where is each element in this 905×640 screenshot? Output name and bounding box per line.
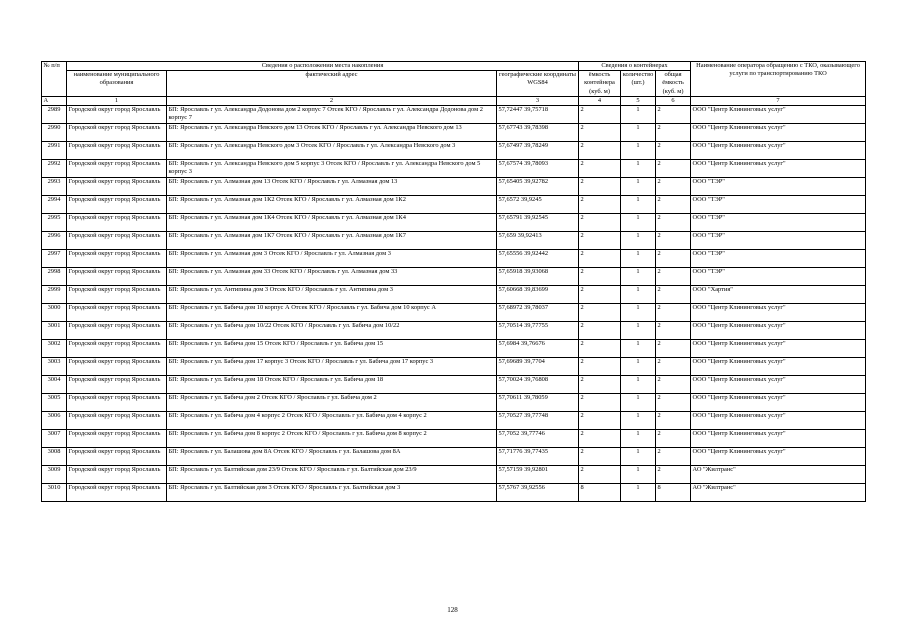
cell-operator: ООО "Центр Клининговых услуг" — [691, 142, 866, 160]
cell-number: 3009 — [42, 466, 67, 484]
index-cell: 1 — [67, 96, 167, 105]
cell-capacity: 2 — [579, 250, 621, 268]
cell-coords: 57,71776 39,77435 — [497, 448, 579, 466]
cell-municipality: Городской округ город Ярославль — [67, 376, 167, 394]
cell-total: 2 — [656, 142, 691, 160]
table-row — [42, 322, 866, 340]
table-row — [42, 160, 866, 178]
cell-capacity: 2 — [579, 430, 621, 448]
cell-number: 3003 — [42, 358, 67, 376]
cell-number: 3002 — [42, 340, 67, 358]
header-address: фактический адрес — [167, 71, 497, 97]
index-cell: 7 — [691, 96, 866, 105]
cell-count: 1 — [621, 160, 656, 178]
cell-count: 1 — [621, 178, 656, 196]
cell-total: 2 — [656, 376, 691, 394]
cell-address: БП: Ярославль г ул. Александра Невского дом 3 Отсек КГО / Ярославль г ул. Александра Невского дом 3 — [167, 142, 497, 160]
cell-total: 2 — [656, 340, 691, 358]
cell-number: 3000 — [42, 304, 67, 322]
cell-municipality: Городской округ город Ярославль — [67, 484, 167, 502]
cell-count: 1 — [621, 394, 656, 412]
cell-address: БП: Ярославль г ул. Александра Невского дом 13 Отсек КГО / Ярославль г ул. Александра Невского дом 13 — [167, 124, 497, 142]
table-row — [42, 178, 866, 196]
cell-total: 2 — [656, 106, 691, 124]
cell-capacity: 2 — [579, 376, 621, 394]
cell-count: 1 — [621, 286, 656, 304]
cell-capacity: 2 — [579, 466, 621, 484]
cell-count: 1 — [621, 106, 656, 124]
cell-number: 3007 — [42, 430, 67, 448]
header-operator: Наименование оператора обращению с ТКО, оказывающего услуги по транспортированию ТКО — [691, 62, 866, 97]
cell-operator: АО "Жилтранс" — [691, 484, 866, 502]
index-cell: 5 — [621, 96, 656, 105]
cell-capacity: 2 — [579, 394, 621, 412]
index-cell: 6 — [656, 96, 691, 105]
cell-capacity: 2 — [579, 448, 621, 466]
cell-operator: ООО "ТЭР" — [691, 268, 866, 286]
index-cell: 3 — [497, 96, 579, 105]
cell-total: 2 — [656, 394, 691, 412]
cell-number: 3006 — [42, 412, 67, 430]
cell-total: 2 — [656, 430, 691, 448]
cell-count: 1 — [621, 268, 656, 286]
table-row — [42, 250, 866, 268]
cell-count: 1 — [621, 214, 656, 232]
cell-municipality: Городской округ город Ярославль — [67, 268, 167, 286]
cell-operator: ООО "Центр Клининговых услуг" — [691, 160, 866, 178]
cell-address: БП: Ярославль г ул. Бабича дом 4 корпус 2 Отсек КГО / Ярославль г ул. Бабича дом 4 корпус 2 — [167, 412, 497, 430]
cell-coords: 57,72447 39,75718 — [497, 106, 579, 124]
cell-coords: 57,7052 39,77746 — [497, 430, 579, 448]
cell-coords: 57,6984 39,76676 — [497, 340, 579, 358]
cell-address: БП: Ярославль г ул. Бабича дом 17 корпус 3 Отсек КГО / Ярославль г ул. Бабича дом 17 корпус 3 — [167, 358, 497, 376]
cell-coords: 57,70611 39,78059 — [497, 394, 579, 412]
cell-capacity: 2 — [579, 124, 621, 142]
cell-operator: ООО "Центр Клининговых услуг" — [691, 358, 866, 376]
cell-number: 2993 — [42, 178, 67, 196]
cell-capacity: 2 — [579, 340, 621, 358]
cell-municipality: Городской округ город Ярославль — [67, 430, 167, 448]
index-cell: А — [42, 96, 67, 105]
cell-address: БП: Ярославль г ул. Балашова дом 8А Отсек КГО / Ярославль г ул. Балашова дом 8А — [167, 448, 497, 466]
cell-count: 1 — [621, 124, 656, 142]
cell-municipality: Городской округ город Ярославль — [67, 142, 167, 160]
cell-count: 1 — [621, 430, 656, 448]
table-header — [42, 62, 866, 106]
cell-capacity: 2 — [579, 322, 621, 340]
cell-operator: ООО "Центр Клининговых услуг" — [691, 304, 866, 322]
cell-count: 1 — [621, 466, 656, 484]
cell-total: 2 — [656, 214, 691, 232]
cell-total: 2 — [656, 358, 691, 376]
cell-total: 2 — [656, 322, 691, 340]
cell-count: 1 — [621, 304, 656, 322]
cell-operator: ООО "Центр Клининговых услуг" — [691, 430, 866, 448]
table-row — [42, 376, 866, 394]
cell-number: 2996 — [42, 232, 67, 250]
cell-coords: 57,65791 39,92545 — [497, 214, 579, 232]
cell-count: 1 — [621, 358, 656, 376]
cell-total: 2 — [656, 286, 691, 304]
table-row — [42, 214, 866, 232]
cell-operator: ООО "ТЭР" — [691, 250, 866, 268]
cell-municipality: Городской округ город Ярославль — [67, 286, 167, 304]
cell-total: 8 — [656, 484, 691, 502]
cell-coords: 57,57159 39,92801 — [497, 466, 579, 484]
cell-capacity: 2 — [579, 214, 621, 232]
cell-address: БП: Ярославль г ул. Алмазная дом 33 Отсек КГО / Ярославль г ул. Алмазная дом 33 — [167, 268, 497, 286]
cell-count: 1 — [621, 412, 656, 430]
registry-table — [41, 61, 866, 502]
cell-address: БП: Ярославль г ул. Балтийская дом 3 Отсек КГО / Ярославль г ул. Балтийская дом 3 — [167, 484, 497, 502]
cell-municipality: Городской округ город Ярославль — [67, 394, 167, 412]
cell-capacity: 2 — [579, 232, 621, 250]
header-capacity: ёмкость контейнера (куб. м) — [579, 71, 621, 97]
cell-number: 2991 — [42, 142, 67, 160]
cell-operator: ООО "Центр Клининговых услуг" — [691, 376, 866, 394]
table-row — [42, 466, 866, 484]
header-coords: географические координаты WGS84 — [497, 71, 579, 97]
cell-municipality: Городской округ город Ярославль — [67, 106, 167, 124]
cell-number: 2994 — [42, 196, 67, 214]
cell-capacity: 2 — [579, 358, 621, 376]
cell-number: 3008 — [42, 448, 67, 466]
cell-operator: ООО "Хартия" — [691, 286, 866, 304]
index-cell: 2 — [167, 96, 497, 105]
cell-coords: 57,65405 39,92782 — [497, 178, 579, 196]
cell-address: БП: Ярославль г ул. Александра Додонова дом 2 корпус 7 Отсек КГО / Ярославль г ул. Александра Додонова дом 2 корпус 7 — [167, 106, 497, 124]
cell-municipality: Городской округ город Ярославль — [67, 340, 167, 358]
cell-capacity: 2 — [579, 178, 621, 196]
cell-operator: ООО "ТЭР" — [691, 214, 866, 232]
cell-operator: ООО "Центр Клининговых услуг" — [691, 394, 866, 412]
cell-municipality: Городской округ город Ярославль — [67, 412, 167, 430]
table-row — [42, 448, 866, 466]
table-row — [42, 142, 866, 160]
cell-total: 2 — [656, 412, 691, 430]
table-row — [42, 106, 866, 124]
cell-operator: ООО "Центр Клининговых услуг" — [691, 412, 866, 430]
table-row — [42, 286, 866, 304]
cell-address: БП: Ярославль г ул. Александра Невского дом 5 корпус 3 Отсек КГО / Ярославль г ул. Александра Невского дом 5 корпус 3 — [167, 160, 497, 178]
cell-address: БП: Ярославль г ул. Балтийская дом 23/9 Отсек КГО / Ярославль г ул. Балтийская дом 23/9 — [167, 466, 497, 484]
header-total: общая ёмкость (куб. м) — [656, 71, 691, 97]
cell-capacity: 2 — [579, 196, 621, 214]
cell-address: БП: Ярославль г ул. Алмазная дом 1К7 Отсек КГО / Ярославль г ул. Алмазная дом 1К7 — [167, 232, 497, 250]
cell-municipality: Городской округ город Ярославль — [67, 250, 167, 268]
table-row — [42, 268, 866, 286]
cell-address: БП: Ярославль г ул. Антипина дом 3 Отсек КГО / Ярославль г ул. Антипина дом 3 — [167, 286, 497, 304]
cell-total: 2 — [656, 304, 691, 322]
cell-total: 2 — [656, 196, 691, 214]
table-row — [42, 196, 866, 214]
cell-number: 3004 — [42, 376, 67, 394]
header-containers-group: Сведения о контейнерах — [579, 62, 691, 71]
cell-capacity: 2 — [579, 412, 621, 430]
cell-coords: 57,70024 39,76808 — [497, 376, 579, 394]
cell-municipality: Городской округ город Ярославль — [67, 466, 167, 484]
cell-operator: ООО "ТЭР" — [691, 196, 866, 214]
cell-coords: 57,70514 39,77755 — [497, 322, 579, 340]
cell-coords: 57,67497 39,78249 — [497, 142, 579, 160]
cell-count: 1 — [621, 250, 656, 268]
cell-operator: ООО "Центр Клининговых услуг" — [691, 340, 866, 358]
cell-capacity: 2 — [579, 142, 621, 160]
cell-address: БП: Ярославль г ул. Бабича дом 10 корпус А Отсек КГО / Ярославль г ул. Бабича дом 10 корпус А — [167, 304, 497, 322]
cell-coords: 57,69689 39,7704 — [497, 358, 579, 376]
cell-operator: ООО "Центр Клининговых услуг" — [691, 322, 866, 340]
cell-number: 2995 — [42, 214, 67, 232]
table-row — [42, 124, 866, 142]
cell-address: БП: Ярославль г ул. Алмазная дом 1К4 Отсек КГО / Ярославль г ул. Алмазная дом 1К4 — [167, 214, 497, 232]
cell-count: 1 — [621, 196, 656, 214]
cell-coords: 57,60668 39,83699 — [497, 286, 579, 304]
cell-number: 3001 — [42, 322, 67, 340]
table-row — [42, 484, 866, 502]
cell-number: 2999 — [42, 286, 67, 304]
cell-address: БП: Ярославль г ул. Бабича дом 18 Отсек КГО / Ярославль г ул. Бабича дом 18 — [167, 376, 497, 394]
cell-address: БП: Ярославль г ул. Бабича дом 10/22 Отсек КГО / Ярославль г ул. Бабича дом 10/22 — [167, 322, 497, 340]
table-row — [42, 412, 866, 430]
cell-municipality: Городской округ город Ярославль — [67, 178, 167, 196]
cell-capacity: 2 — [579, 286, 621, 304]
page-number: 128 — [447, 606, 458, 614]
cell-municipality: Городской округ город Ярославль — [67, 124, 167, 142]
cell-count: 1 — [621, 232, 656, 250]
table-row — [42, 304, 866, 322]
cell-capacity: 8 — [579, 484, 621, 502]
cell-total: 2 — [656, 232, 691, 250]
table-row — [42, 232, 866, 250]
table-row — [42, 358, 866, 376]
cell-count: 1 — [621, 340, 656, 358]
cell-operator: ООО "Центр Клининговых услуг" — [691, 124, 866, 142]
cell-total: 2 — [656, 466, 691, 484]
cell-number: 2997 — [42, 250, 67, 268]
cell-operator: ООО "ТЭР" — [691, 178, 866, 196]
cell-address: БП: Ярославль г ул. Бабича дом 2 Отсек КГО / Ярославль г ул. Бабича дом 2 — [167, 394, 497, 412]
cell-capacity: 2 — [579, 304, 621, 322]
cell-count: 1 — [621, 142, 656, 160]
cell-coords: 57,67574 39,78093 — [497, 160, 579, 178]
cell-coords: 57,67743 39,78398 — [497, 124, 579, 142]
cell-number: 2989 — [42, 106, 67, 124]
cell-municipality: Городской округ город Ярославль — [67, 358, 167, 376]
cell-total: 2 — [656, 124, 691, 142]
header-count: количество (шт.) — [621, 71, 656, 97]
cell-coords: 57,68972 39,78037 — [497, 304, 579, 322]
cell-address: БП: Ярославль г ул. Бабича дом 8 корпус 2 Отсек КГО / Ярославль г ул. Бабича дом 8 корпус 2 — [167, 430, 497, 448]
cell-total: 2 — [656, 268, 691, 286]
cell-capacity: 2 — [579, 160, 621, 178]
cell-operator: АО "Жилтранс" — [691, 466, 866, 484]
cell-operator: ООО "Центр Клининговых услуг" — [691, 106, 866, 124]
table-body — [42, 106, 866, 502]
table-row — [42, 394, 866, 412]
table-row — [42, 340, 866, 358]
cell-address: БП: Ярославль г ул. Алмазная дом 3 Отсек КГО / Ярославль г ул. Алмазная дом 3 — [167, 250, 497, 268]
table-row — [42, 430, 866, 448]
cell-number: 3005 — [42, 394, 67, 412]
cell-address: БП: Ярославль г ул. Алмазная дом 1К2 Отсек КГО / Ярославль г ул. Алмазная дом 1К2 — [167, 196, 497, 214]
cell-total: 2 — [656, 250, 691, 268]
cell-address: БП: Ярославль г ул. Алмазная дом 13 Отсек КГО / Ярославль г ул. Алмазная дом 13 — [167, 178, 497, 196]
cell-coords: 57,659 39,92413 — [497, 232, 579, 250]
cell-operator: ООО "Центр Клининговых услуг" — [691, 448, 866, 466]
cell-count: 1 — [621, 376, 656, 394]
cell-total: 2 — [656, 178, 691, 196]
cell-coords: 57,65918 39,93068 — [497, 268, 579, 286]
cell-municipality: Городской округ город Ярославль — [67, 304, 167, 322]
cell-capacity: 2 — [579, 106, 621, 124]
cell-number: 2998 — [42, 268, 67, 286]
cell-municipality: Городской округ город Ярославль — [67, 322, 167, 340]
cell-count: 1 — [621, 322, 656, 340]
cell-municipality: Городской округ город Ярославль — [67, 448, 167, 466]
cell-address: БП: Ярославль г ул. Бабича дом 15 Отсек КГО / Ярославль г ул. Бабича дом 15 — [167, 340, 497, 358]
cell-municipality: Городской округ город Ярославль — [67, 214, 167, 232]
cell-coords: 57,65556 39,92442 — [497, 250, 579, 268]
cell-coords: 57,70527 39,77748 — [497, 412, 579, 430]
cell-number: 2990 — [42, 124, 67, 142]
cell-number: 3010 — [42, 484, 67, 502]
cell-coords: 57,6572 39,9245 — [497, 196, 579, 214]
cell-count: 1 — [621, 484, 656, 502]
header-num: № п/п — [42, 62, 67, 97]
header-municipality: наименование муниципального образования — [67, 71, 167, 97]
cell-municipality: Городской округ город Ярославль — [67, 232, 167, 250]
cell-operator: ООО "ТЭР" — [691, 232, 866, 250]
cell-municipality: Городской округ город Ярославль — [67, 196, 167, 214]
cell-number: 2992 — [42, 160, 67, 178]
cell-total: 2 — [656, 160, 691, 178]
cell-capacity: 2 — [579, 268, 621, 286]
cell-coords: 57,5767 39,92556 — [497, 484, 579, 502]
index-row — [42, 96, 866, 105]
header-location-group: Сведения о расположении места накопления — [67, 62, 579, 71]
cell-count: 1 — [621, 448, 656, 466]
cell-total: 2 — [656, 448, 691, 466]
index-cell: 4 — [579, 96, 621, 105]
cell-municipality: Городской округ город Ярославль — [67, 160, 167, 178]
